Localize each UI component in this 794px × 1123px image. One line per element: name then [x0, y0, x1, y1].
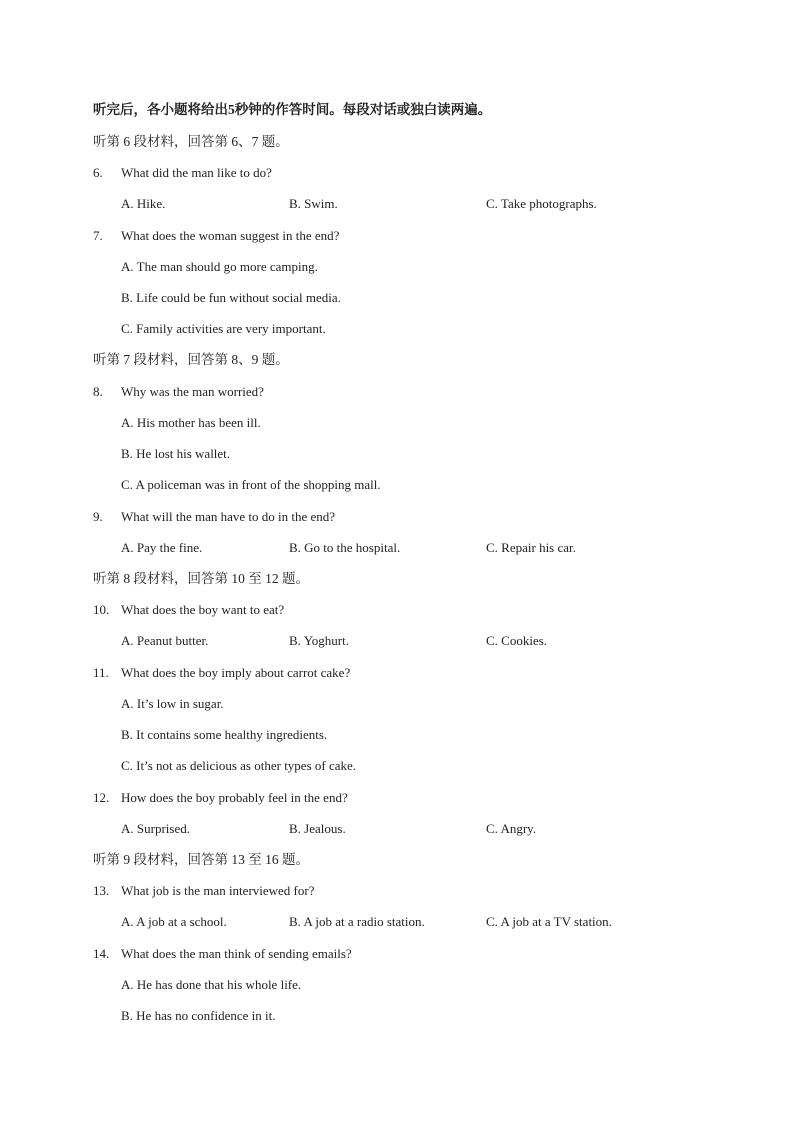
question-11	[93, 665, 350, 681]
option-a: A. Hike.	[121, 196, 166, 211]
option-c: C. Angry.	[486, 821, 537, 836]
question-text: What will the man have to do in the end?	[121, 509, 336, 524]
question-10	[93, 602, 284, 618]
option-c: C. It’s not as delicious as other types of cake.	[121, 758, 357, 773]
section-heading: 听第 7 段材料，回答第 8、9 题。	[93, 352, 289, 367]
option-a: A. Pay the fine.	[121, 540, 203, 555]
question-text: What does the boy imply about carrot cake?	[121, 665, 351, 680]
option-b: B. Life could be fun without social media.	[121, 290, 341, 305]
option-b: B. He lost his wallet.	[121, 446, 231, 461]
question-number: 11.	[93, 665, 109, 680]
question-text: How does the boy probably feel in the end?	[121, 790, 348, 805]
question-13	[93, 883, 315, 899]
option-b: B. He has no confidence in it.	[121, 1008, 276, 1023]
question-6	[93, 165, 272, 181]
instruction-text: 听完后，各小题将给出5秒钟的作答时间。每段对话或独白读两遍。	[93, 102, 492, 117]
option-b: B. Swim.	[289, 196, 338, 211]
question-text: What does the boy want to eat?	[121, 602, 285, 617]
question-number: 10.	[93, 602, 110, 617]
option-c: C. Repair his car.	[486, 540, 576, 555]
question-text: What does the man think of sending emails?	[121, 946, 352, 961]
option-b: B. It contains some healthy ingredients.	[121, 727, 328, 742]
option-a: A. The man should go more camping.	[121, 259, 318, 274]
option-b: B. A job at a radio station.	[289, 914, 425, 929]
question-14	[93, 946, 352, 962]
option-b: B. Yoghurt.	[289, 633, 349, 648]
option-c: C. Cookies.	[486, 633, 548, 648]
option-a: A. His mother has been ill.	[121, 415, 261, 430]
question-8	[93, 384, 264, 400]
option-c: C. A policeman was in front of the shopping mall.	[121, 477, 381, 492]
section-heading: 听第 9 段材料，回答第 13 至 16 题。	[93, 852, 309, 867]
option-a: A. Surprised.	[121, 821, 190, 836]
question-text: What job is the man interviewed for?	[121, 883, 315, 898]
option-c: C. A job at a TV station.	[486, 914, 612, 929]
question-number: 8.	[93, 384, 103, 399]
question-7	[93, 228, 339, 244]
question-text: What does the woman suggest in the end?	[121, 228, 340, 243]
question-12	[93, 790, 348, 806]
question-number: 13.	[93, 883, 110, 898]
question-number: 12.	[93, 790, 110, 805]
option-c: C. Take photographs.	[486, 196, 597, 211]
question-number: 14.	[93, 946, 110, 961]
option-a: A. It’s low in sugar.	[121, 696, 224, 711]
option-b: B. Go to the hospital.	[289, 540, 401, 555]
option-a: A. A job at a school.	[121, 914, 227, 929]
question-number: 6.	[93, 165, 103, 180]
option-b: B. Jealous.	[289, 821, 346, 836]
question-text: Why was the man worried?	[121, 384, 264, 399]
question-9	[93, 509, 335, 525]
option-a: A. He has done that his whole life.	[121, 977, 302, 992]
section-heading: 听第 6 段材料，回答第 6、7 题。	[93, 134, 289, 149]
option-c: C. Family activities are very important.	[121, 321, 326, 336]
question-number: 9.	[93, 509, 103, 524]
question-number: 7.	[93, 228, 103, 243]
question-text: What did the man like to do?	[121, 165, 272, 180]
option-a: A. Peanut butter.	[121, 633, 209, 648]
section-heading: 听第 8 段材料，回答第 10 至 12 题。	[93, 571, 309, 586]
